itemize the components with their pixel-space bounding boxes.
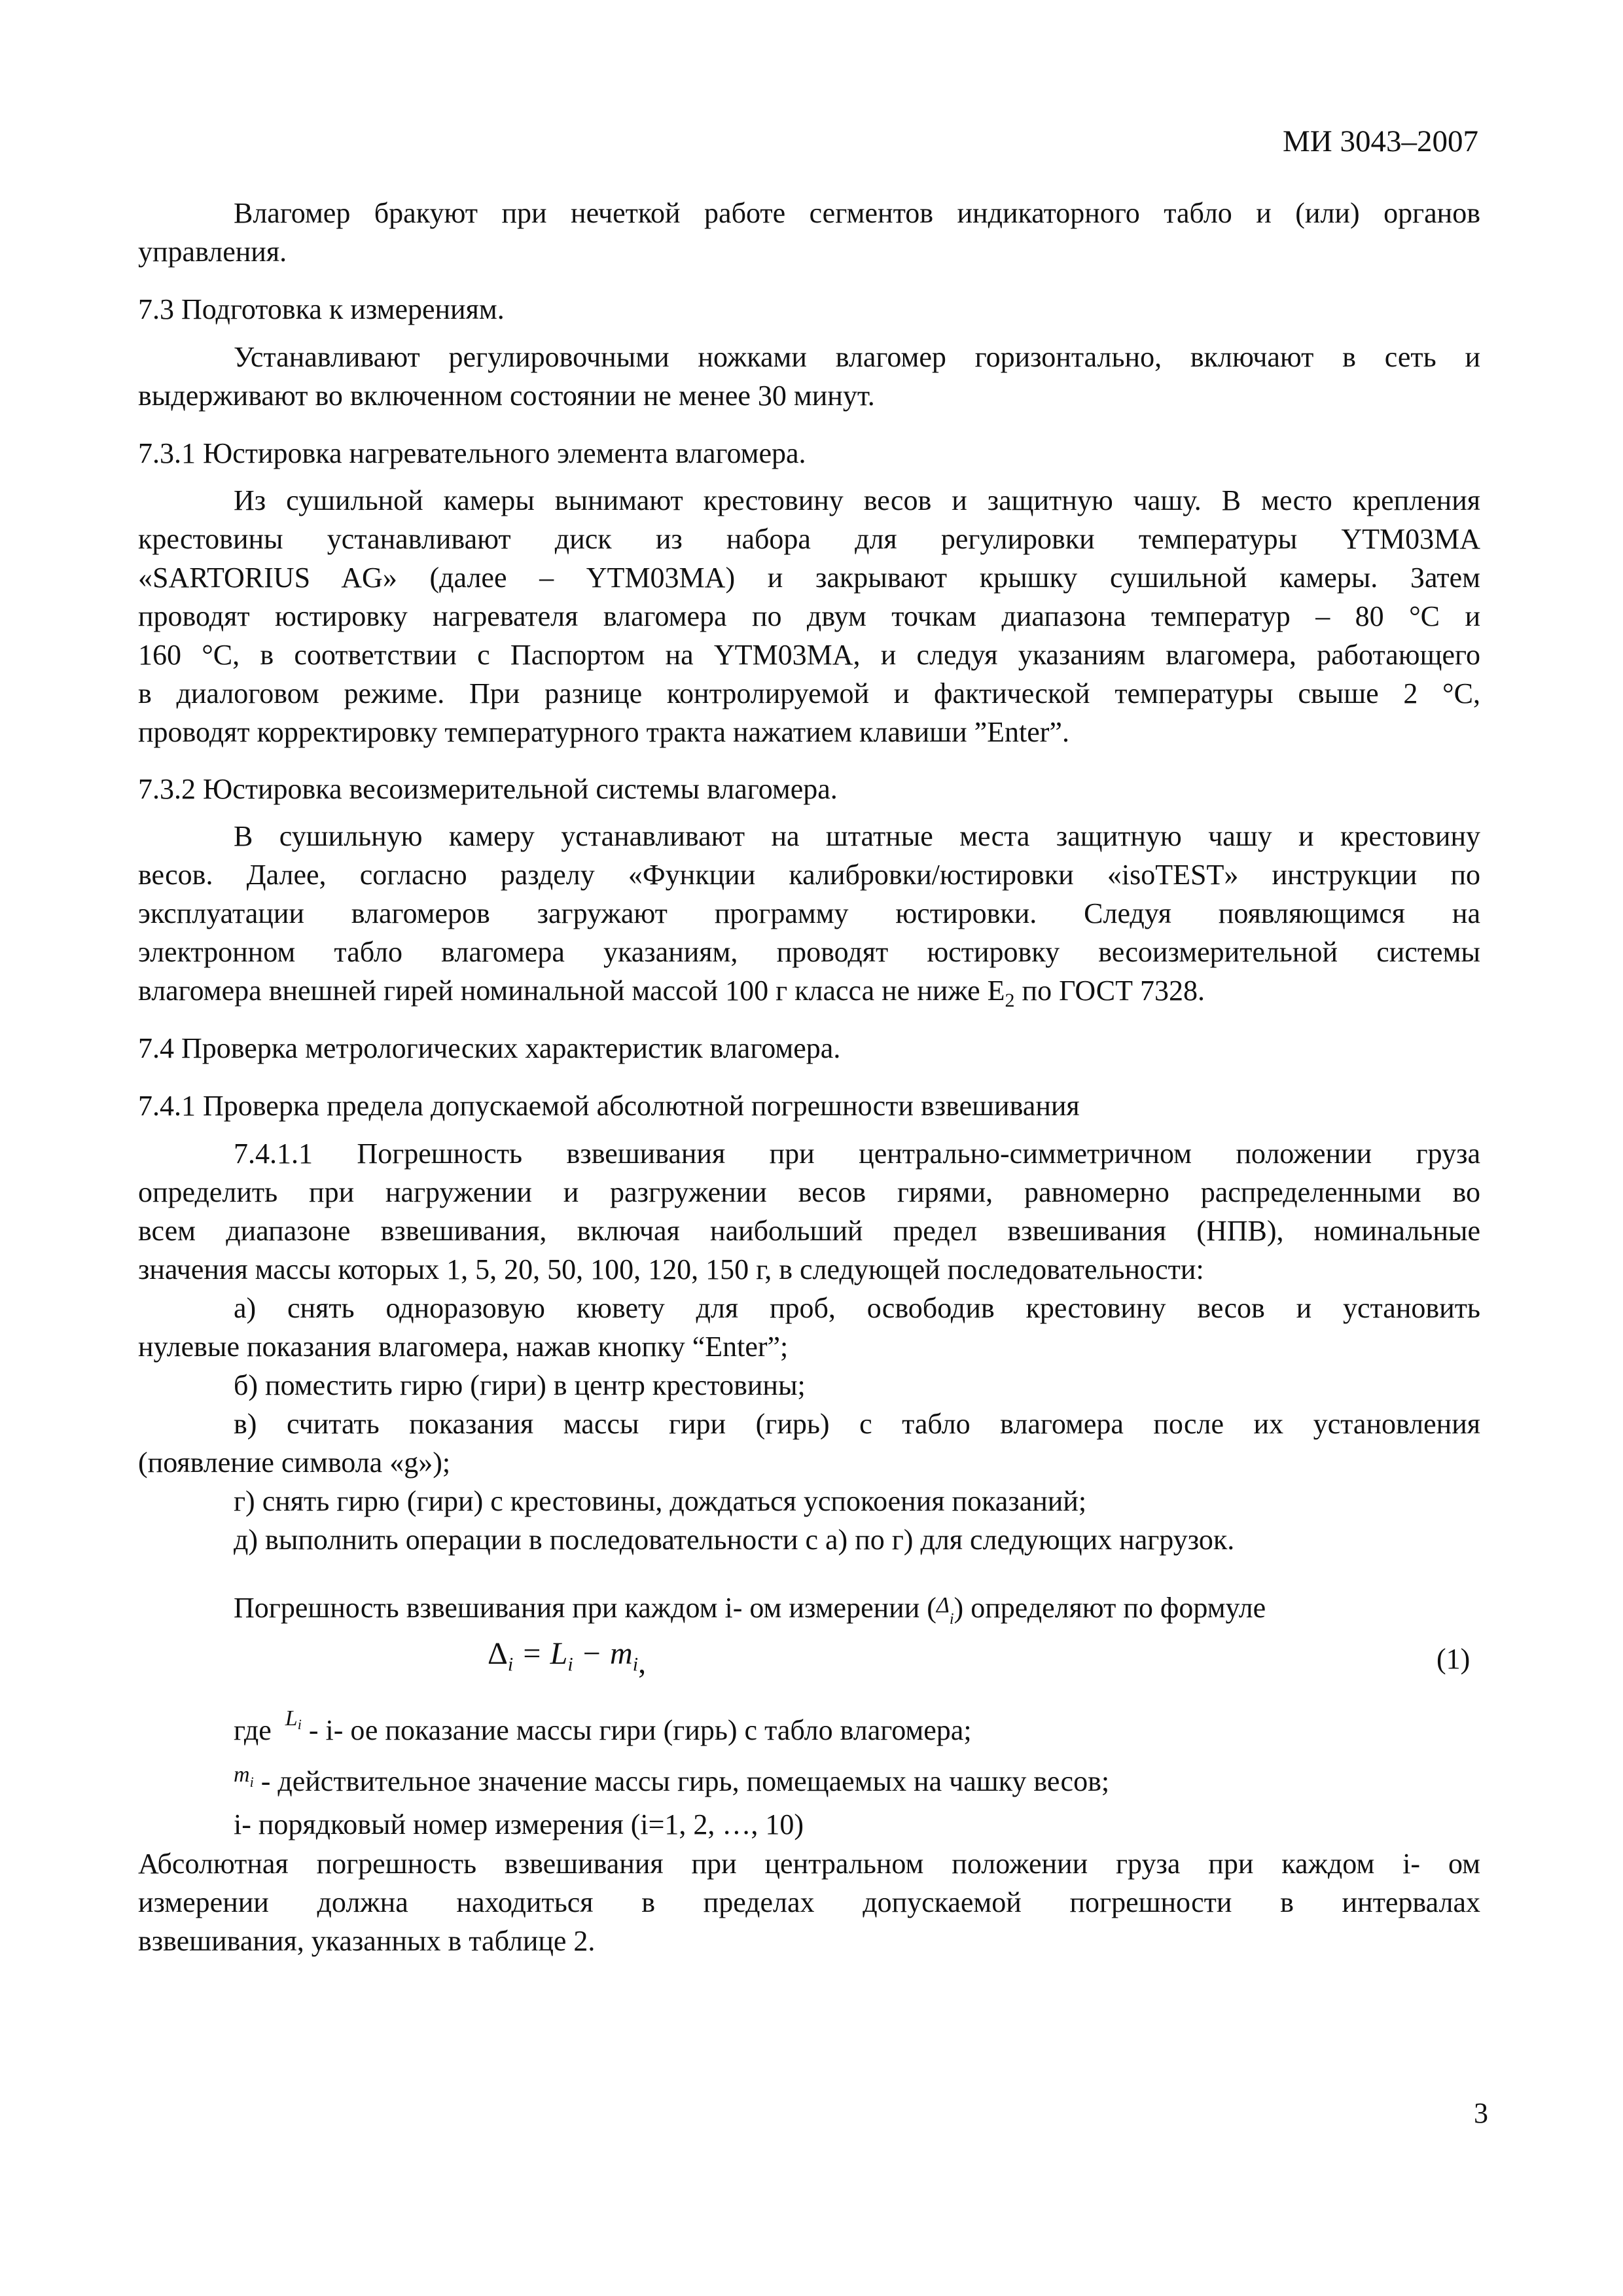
formula-text: − m [573,1636,633,1671]
formula-intro [234,1586,1266,1639]
list-item: в) считать показания массы гири (гирь) с табло влагомера после их установления [234,1408,1480,1440]
paragraph-line: в диалоговом режиме. При разнице контролируемой и фактической температуры свыше 2 °С, [138,677,1480,709]
paragraph-line: значения массы которых 1, 5, 20, 50, 100, 120, 150 г, в следующей последовательности: [138,1253,1204,1285]
list-item: б) поместить гирю (гири) в центр крестовины; [234,1369,806,1401]
formula-number: (1) [1436,1643,1471,1675]
text-run: - действительное значение массы гирь, помещаемых на чашку весов; [253,1765,1110,1797]
symbol-m: m [234,1763,250,1787]
subscript: i [249,1774,254,1790]
paragraph-line: Из сушильной камеры вынимают крестовину весов и защитную чашу. В место крепления [234,484,1480,516]
text-run: по ГОСТ 7328. [1014,975,1205,1007]
paragraph-line: электронном табло влагомера указаниям, проводят юстировку весоизмерительной системы [138,936,1480,968]
paragraph-line [138,971,1205,1020]
paragraph-line: «SARTORIUS AG» (далее – YTM03MA) и закрывают крышку сушильной камеры. Затем [138,562,1480,594]
text-run: - i- ое показание массы гири (гирь) с табло влагомера; [301,1714,972,1746]
paragraph-line: Устанавливают регулировочными ножками влагомер горизонтально, включают в сеть и [234,341,1480,373]
formula [488,1634,646,1684]
text-run: влагомера внешней гирей номинальной массой 100 г класса не ниже Е [138,975,1005,1007]
subscript: i [567,1653,573,1676]
paragraph-line: весов. Далее, согласно разделу «Функции калибровки/юстировки «isoTEST» инструкции по [138,859,1480,891]
paragraph-line: Абсолютная погрешность взвешивания при центральном положении груза при каждом i- ом [138,1848,1480,1880]
section-heading: 7.3.1 Юстировка нагревательного элемента влагомера. [138,437,806,469]
formula-text: = L [513,1636,568,1671]
subscript: i [949,1610,954,1628]
definition-line: i- порядковый номер измерения (i=1, 2, …, 10) [234,1808,804,1840]
page-number: 3 [1474,2097,1488,2129]
subscript: i [297,1716,302,1732]
paragraph-line: всем диапазоне взвешивания, включая наибольший предел взвешивания (НПВ), номинальные [138,1215,1480,1247]
text-run: где [234,1714,272,1746]
paragraph-line: эксплуатации влагомеров загружают программу юстировки. Следуя появляющимся на [138,897,1480,929]
paragraph-line: измерении должна находиться в пределах допускаемой погрешности в интервалах [138,1886,1480,1918]
paragraph-line: управления. [138,236,287,268]
document-header: МИ 3043–2007 [1283,124,1478,158]
subscript: i [632,1653,639,1676]
paragraph-line: В сушильную камеру устанавливают на штатные места защитную чашу и крестовину [234,820,1480,852]
symbol-l: L [285,1706,298,1731]
section-heading: 7.4 Проверка метрологических характеристик влагомера. [138,1032,841,1064]
paragraph-line: крестовины устанавливают диск из набора для регулировки температуры YTM03MA [138,523,1480,555]
list-item: нулевые показания влагомера, нажав кнопку “Enter”; [138,1331,789,1363]
paragraph-line: определить при нагружении и разгружении весов гирями, равномерно распределенными во [138,1176,1480,1208]
definition-line [234,1699,972,1749]
delta-symbol: Δ [936,1593,950,1617]
section-heading: 7.3.2 Юстировка весоизмерительной системы влагомера. [138,773,838,805]
subscript: i [507,1653,514,1676]
paragraph-line: взвешивания, указанных в таблице 2. [138,1925,596,1957]
paragraph-line: 7.4.1.1 Погрешность взвешивания при центрально-симметричном положении груза [234,1138,1480,1170]
definition-line [234,1755,1109,1801]
text-run: ) определяют по формуле [954,1592,1266,1624]
formula-comma: , [638,1645,647,1680]
paragraph-line: Влагомер бракуют при нечеткой работе сегментов индикаторного табло и (или) органов [234,197,1480,229]
list-item: а) снять одноразовую кювету для проб, освободив крестовину весов и установить [234,1292,1480,1324]
text-run: Погрешность взвешивания при каждом i- ом измерении ( [234,1592,936,1624]
list-item: д) выполнить операции в последовательности с а) по г) для следующих нагрузок. [234,1524,1235,1556]
formula-delta: Δ [488,1636,508,1671]
section-heading: 7.3 Подготовка к измерениям. [138,293,505,325]
subscript: 2 [1005,989,1015,1011]
paragraph-line: проводят корректировку температурного тракта нажатием клавиши ”Enter”. [138,716,1069,748]
paragraph-line: выдерживают во включенном состоянии не менее 30 минут. [138,380,875,412]
paragraph-line: 160 °С, в соответствии с Паспортом на YTM03MA, и следуя указаниям влагомера, работающего [138,639,1480,671]
paragraph-line: проводят юстировку нагревателя влагомера по двум точкам диапазона температур – 80 °С и [138,600,1480,632]
section-heading: 7.4.1 Проверка предела допускаемой абсолютной погрешности взвешивания [138,1090,1080,1122]
list-item: (появление символа «g»); [138,1446,451,1479]
list-item: г) снять гирю (гири) с крестовины, дождаться успокоения показаний; [234,1485,1087,1517]
